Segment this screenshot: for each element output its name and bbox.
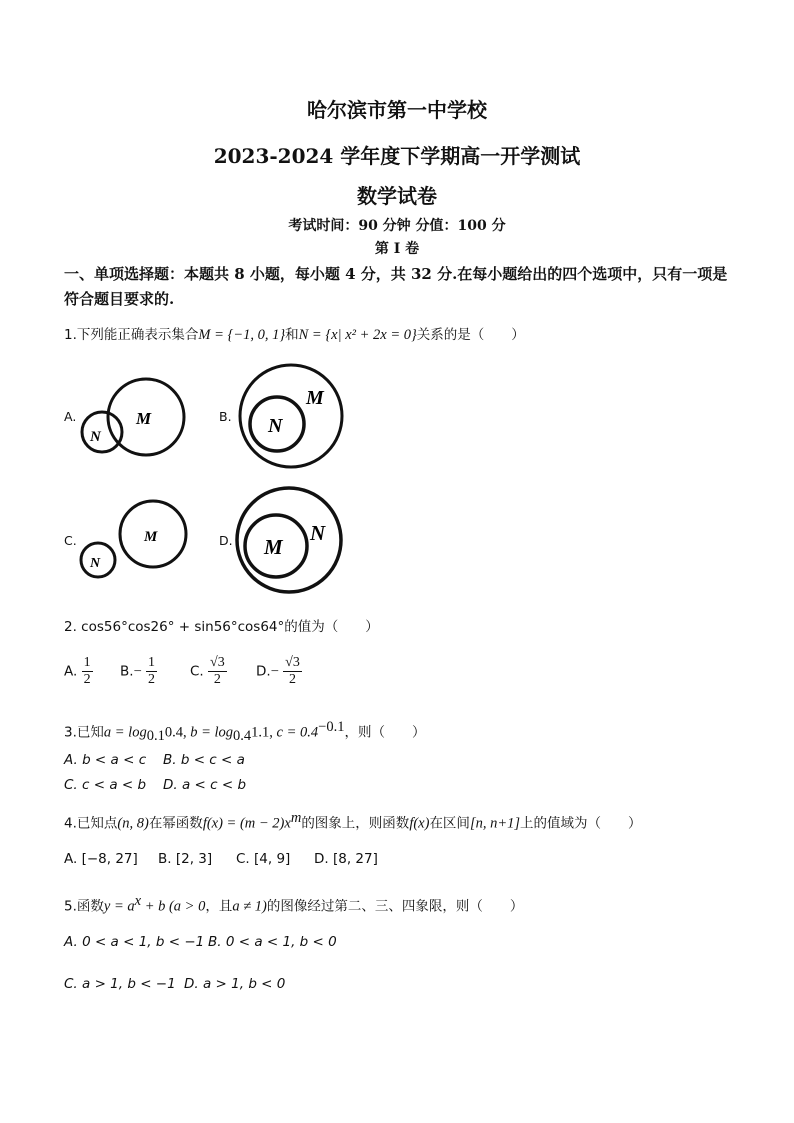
q1-option-a-label: A. <box>64 409 77 424</box>
q3-b-arg: 1.1, <box>251 724 277 741</box>
q1-N-set: N = {x| x² + 2x = 0} <box>298 327 417 343</box>
q1-option-d-label: D. <box>219 533 233 548</box>
q2-d-fraction <box>283 655 302 688</box>
q2-b-num: 1 <box>148 655 156 670</box>
q2-b-label: B. <box>120 663 134 680</box>
q4-mid1: 在幂函数 <box>148 815 203 832</box>
q5-func-rest: + b (a > 0 <box>141 898 206 915</box>
set-label-N: N <box>310 521 326 545</box>
q4-suffix: 上的值域为（ ） <box>520 815 642 832</box>
q4-option-b: B. [2, 3] <box>158 851 213 867</box>
q5-func: y = a <box>103 898 135 915</box>
q4-option-d: D. [8, 27] <box>314 851 378 867</box>
q1-and: 和 <box>285 327 299 343</box>
q3-a-arg: 0.4, <box>164 724 191 741</box>
q2-a-den: 2 <box>83 672 91 687</box>
q2-d-den: 2 <box>289 672 297 687</box>
q5-prefix: 5.函数 <box>64 898 104 915</box>
question-1-stem <box>64 323 525 344</box>
q1-suffix: 关系的是（ ） <box>416 327 525 343</box>
set-label-N: N <box>90 556 101 571</box>
q3-b-base: 0.4 <box>233 728 252 745</box>
q2-b-den: 2 <box>148 672 156 687</box>
q5-option-b: B. 0 < a < 1, b < 0 <box>208 934 337 950</box>
q3-option-a: A. b < a < c <box>64 752 147 768</box>
school-name: 哈尔滨市第一中学校 <box>307 98 487 122</box>
q5-mid: ，且 <box>205 898 233 915</box>
q3-c-exp: −0.1 <box>318 719 345 735</box>
q5-func-exp: x <box>134 893 142 909</box>
q5-cond: a ≠ 1) <box>232 898 267 915</box>
q2-a-fraction <box>82 655 93 688</box>
q3-suffix: ，则（ ） <box>344 724 426 741</box>
q4-fx: f(x) <box>409 815 430 832</box>
q2-d-label: D. <box>256 663 271 680</box>
q1-option-c-label: C. <box>64 533 77 548</box>
q5-option-c: C. a > 1, b < −1 <box>64 976 176 992</box>
q2-c-fraction <box>208 655 227 688</box>
q3-option-c: C. c < a < b <box>64 777 147 793</box>
set-label-N: N <box>90 429 101 445</box>
venn-diagram-d <box>234 482 348 596</box>
q2-d-num: √3 <box>285 655 300 670</box>
q3-a-base: 0.1 <box>146 728 165 745</box>
q4-mid3: 在区间 <box>429 815 470 832</box>
q2-a-num: 1 <box>83 655 91 670</box>
q3-option-d: D. a < c < b <box>163 777 247 793</box>
q4-point: (n, 8) <box>117 815 149 832</box>
q2-a-label: A. <box>64 663 78 680</box>
q2-c-label: C. <box>190 663 204 680</box>
q2-option-c <box>190 655 227 688</box>
q1-prefix: 1.下列能正确表示集合 <box>64 327 199 343</box>
q1-M-set: M = {−1, 0, 1} <box>198 327 286 343</box>
q2-option-a <box>64 655 93 688</box>
venn-diagram-c <box>78 494 190 584</box>
exam-meta: 考试时间：90 分钟 分值：100 分 <box>288 218 506 234</box>
set-label-M: M <box>264 535 283 559</box>
set-label-M: M <box>136 409 152 428</box>
question-3-stem <box>64 719 425 745</box>
set-label-N: N <box>268 415 283 437</box>
q4-option-c: C. [4, 9] <box>236 851 291 867</box>
q4-func-exp: m <box>290 810 302 826</box>
q3-c-expr: c = 0.4 <box>276 724 319 741</box>
q5-option-d: D. a > 1, b < 0 <box>184 976 286 992</box>
q3-prefix: 3.已知 <box>64 724 104 741</box>
q2-b-sign: − <box>133 663 142 680</box>
q5-suffix: 的图像经过第二、三、四象限，则（ ） <box>266 898 524 915</box>
q4-prefix: 4.已知点 <box>64 815 118 832</box>
question-2-stem: 2. cos56°cos26° + sin56°cos64°的值为（ ） <box>64 619 379 635</box>
q2-b-fraction <box>146 655 157 688</box>
q3-option-b: B. b < c < a <box>163 752 245 768</box>
subject-title: 数学试卷 <box>357 184 437 208</box>
q1-option-b-label: B. <box>219 409 232 424</box>
exam-title: 2023-2024 学年度下学期高一开学测试 <box>213 144 581 168</box>
volume-label: 第 I 卷 <box>374 241 420 257</box>
question-5-stem <box>64 893 523 916</box>
q4-func: f(x) = (m − 2)x <box>202 815 291 832</box>
set-label-M: M <box>144 529 158 545</box>
q2-c-den: 2 <box>213 672 221 687</box>
set-label-M: M <box>306 387 324 409</box>
venn-diagram-a <box>78 372 190 462</box>
venn-diagram-b <box>234 358 348 472</box>
q5-option-a: A. 0 < a < 1, b < −1 <box>64 934 205 950</box>
section-heading: 一、单项选择题：本题共 8 小题，每小题 4 分，共 32 分.在每小题给出的四个选项中，只有一项是符合题目要求的. <box>64 265 728 308</box>
q3-a-expr: a = log <box>103 724 147 741</box>
q3-b-expr: b = log <box>190 724 234 741</box>
q4-option-a: A. [−8, 27] <box>64 851 138 867</box>
question-4-stem <box>64 810 642 833</box>
q2-c-num: √3 <box>210 655 225 670</box>
q2-option-d <box>256 655 302 688</box>
q4-mid2: 的图象上，则函数 <box>301 815 410 832</box>
q2-d-sign: − <box>270 663 279 680</box>
q4-interval: [n, n+1] <box>469 815 521 832</box>
q2-option-b <box>120 655 157 688</box>
